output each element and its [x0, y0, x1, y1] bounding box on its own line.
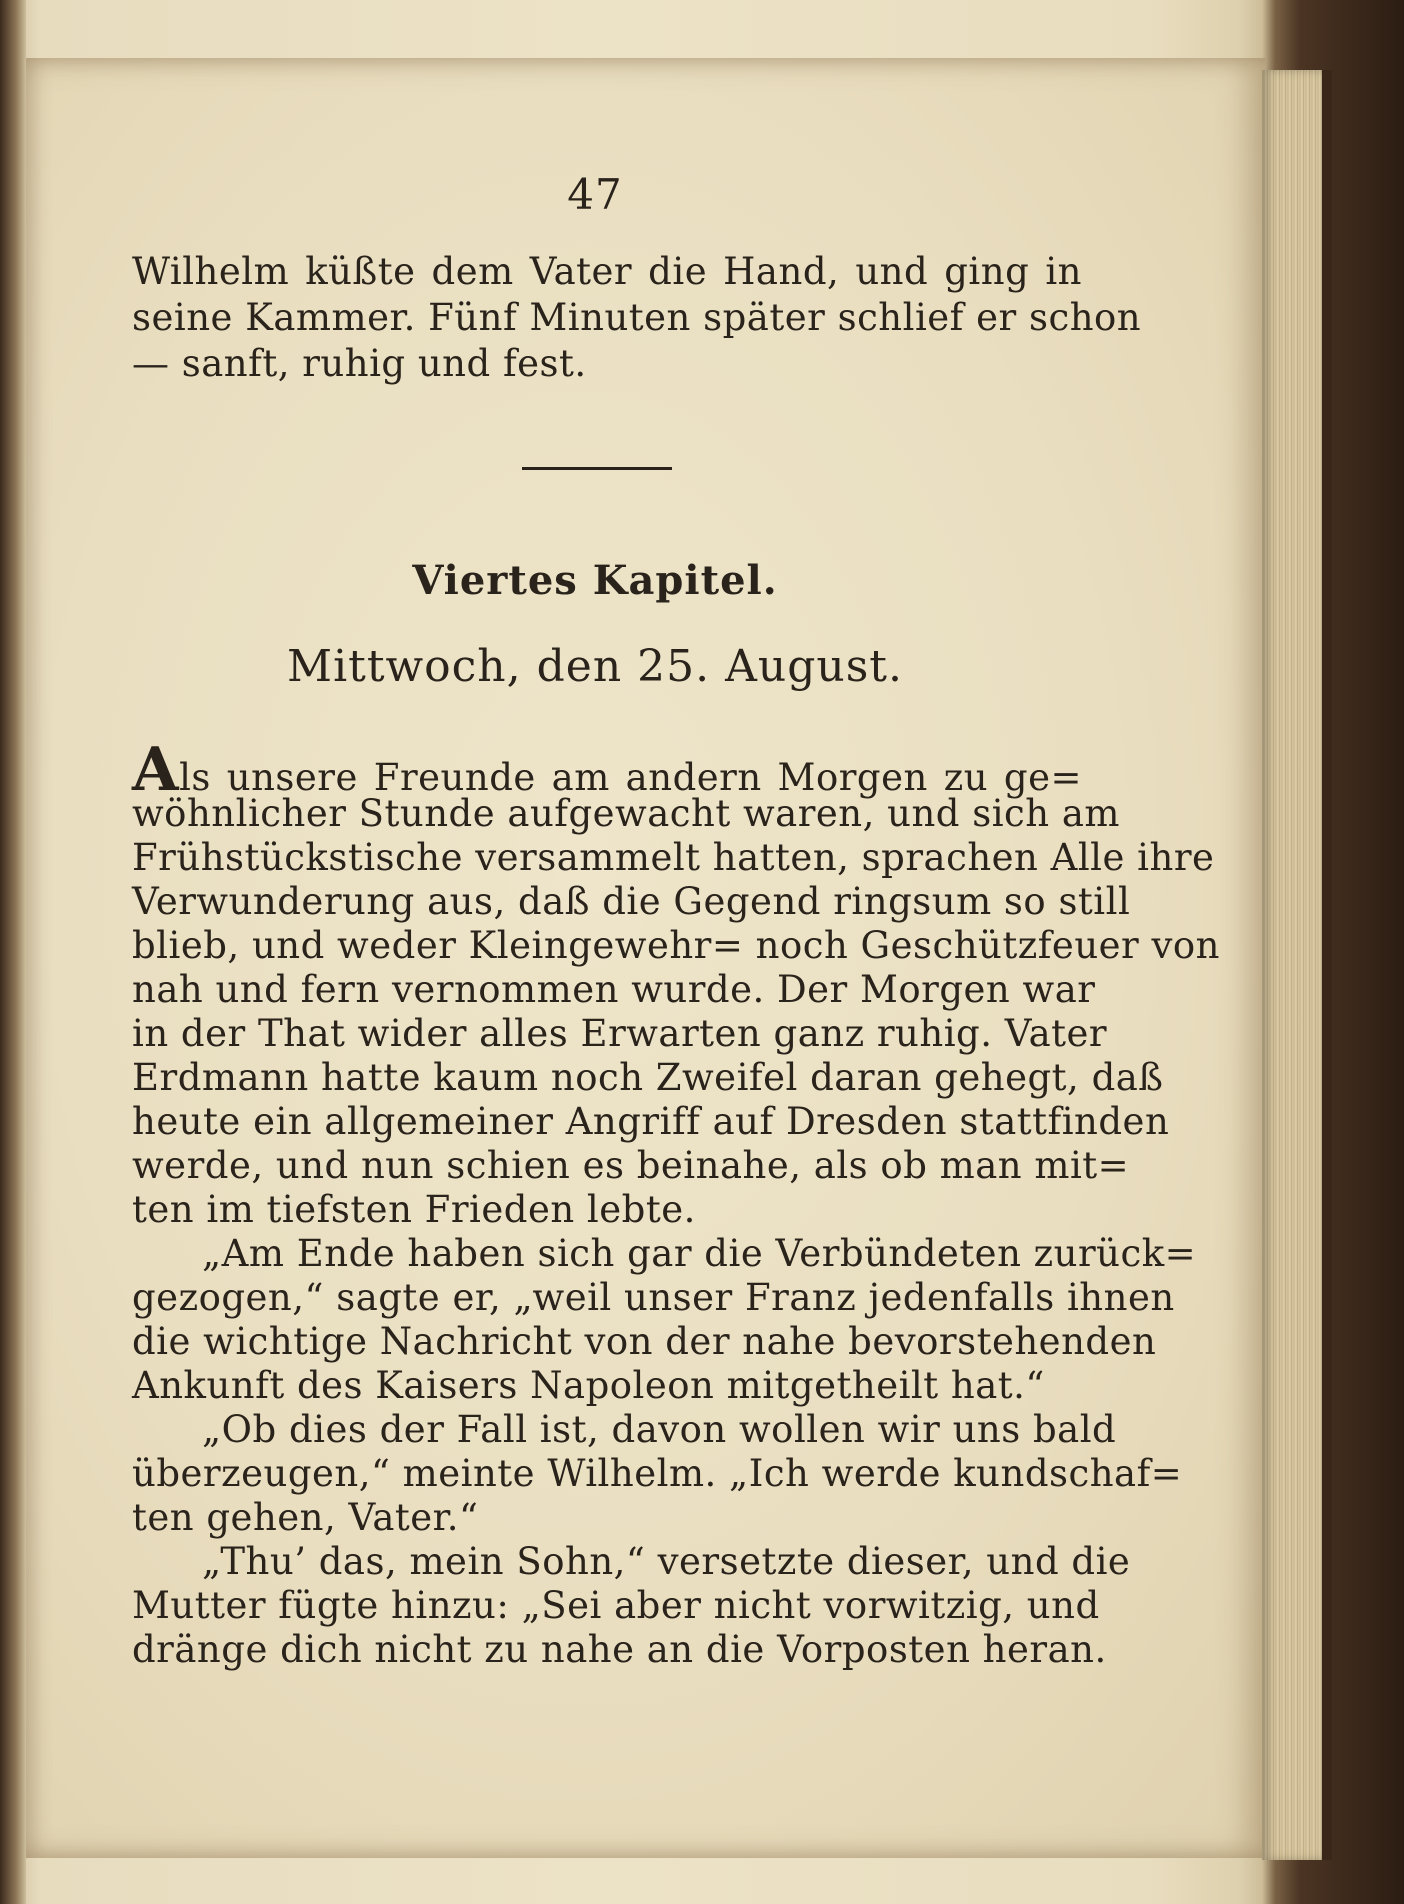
text-line: Mutter fügte hinzu: „Sei aber nicht vorwitzig, und: [132, 1584, 1100, 1627]
text-line: „Am Ende haben sich gar die Verbündeten zurück=: [202, 1232, 1197, 1275]
text-line: nah und fern vernommen wurde. Der Morgen war: [132, 968, 1096, 1011]
text-line: ten im tiefsten Frieden lebte.: [132, 1188, 696, 1231]
text-line: die wichtige Nachricht von der nahe bevorstehenden: [132, 1320, 1157, 1363]
text-line: wöhnlicher Stunde aufgewacht waren, und sich am: [132, 792, 1121, 835]
text-line: „Thu’ das, mein Sohn,“ versetzte dieser, und die: [202, 1540, 1131, 1583]
text-line: „Ob dies der Fall ist, davon wollen wir uns bald: [202, 1408, 1117, 1451]
chapter-date: Mittwoch, den 25. August.: [287, 641, 903, 692]
text-line: heute ein allgemeiner Angriff auf Dresden stattfinden: [132, 1100, 1170, 1143]
page-number: 47: [567, 170, 623, 219]
text-line: gezogen,“ sagte er, „weil unser Franz jedenfalls ihnen: [132, 1276, 1175, 1319]
text-line: Erdmann hatte kaum noch Zweifel daran gehegt, daß: [132, 1056, 1164, 1099]
drop-cap: A: [132, 735, 180, 805]
section-divider: [522, 467, 672, 470]
text-line: in der That wider alles Erwarten ganz ruhig. Vater: [132, 1012, 1108, 1055]
text-line: Wilhelm küßte dem Vater die Hand, und ging in: [132, 250, 1082, 293]
text-line: Ankunft des Kaisers Napoleon mitgetheilt hat.“: [132, 1364, 1045, 1407]
text-line: ten gehen, Vater.“: [132, 1496, 479, 1539]
text-line: Frühstückstische versammelt hatten, sprachen Alle ihre: [132, 836, 1215, 879]
text-line: Verwunderung aus, daß die Gegend ringsum so still: [132, 880, 1131, 923]
text-line: werde, und nun schien es beinahe, als ob man mit=: [132, 1144, 1130, 1187]
text-line-rest: ls unsere Freunde am andern Morgen zu ge=: [179, 756, 1082, 799]
text-line: seine Kammer. Fünf Minuten später schlief er schon: [132, 296, 1142, 339]
text-line: — sanft, ruhig und fest.: [132, 342, 587, 385]
text-line: blieb, und weder Kleingewehr= noch Geschützfeuer von: [132, 924, 1220, 967]
page-edges: [1262, 70, 1332, 1860]
text-line: überzeugen,“ meinte Wilhelm. „Ich werde kundschaf=: [132, 1452, 1183, 1495]
chapter-title: Viertes Kapitel.: [412, 557, 778, 604]
text-line: dränge dich nicht zu nahe an die Vorposten heran.: [132, 1628, 1107, 1671]
book-gutter: [0, 0, 26, 1904]
